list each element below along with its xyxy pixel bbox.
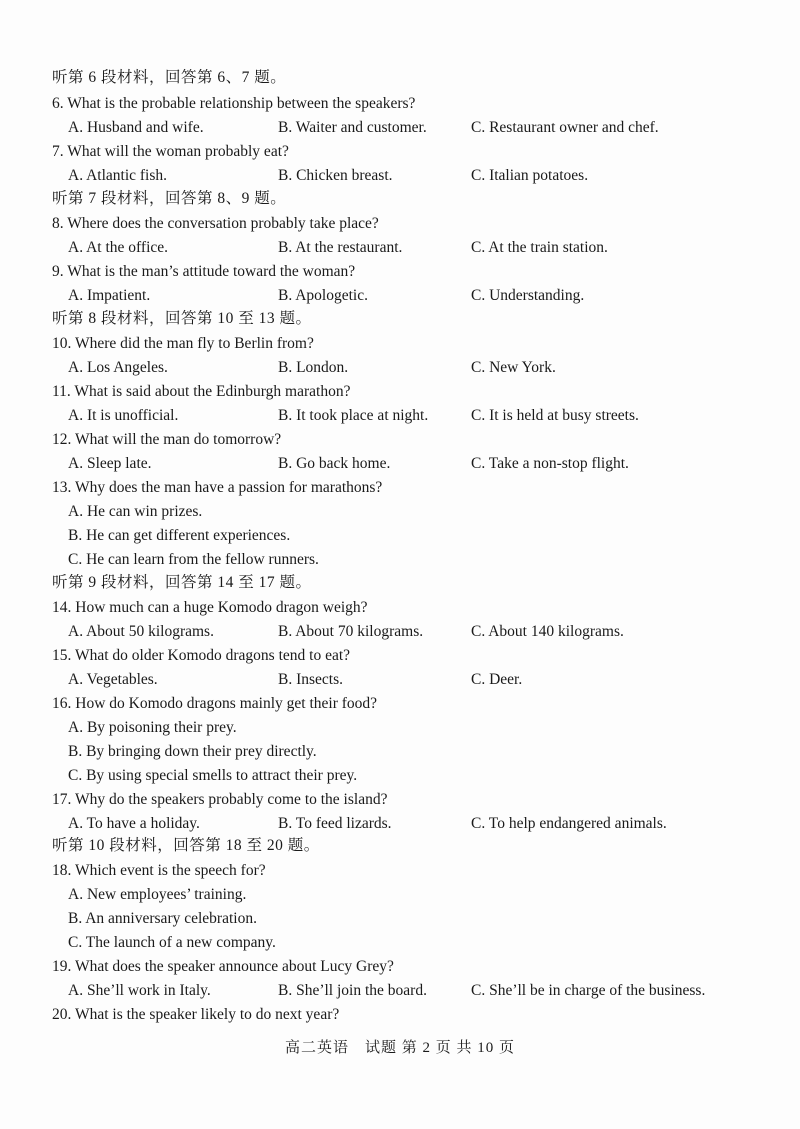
section-header: 听第 6 段材料，回答第 6、7 题。 — [52, 69, 287, 86]
question-stem: 20. What is the speaker likely to do next year? — [52, 1006, 340, 1023]
section-header: 听第 8 段材料，回答第 10 至 13 题。 — [52, 310, 312, 327]
option-b: B. By bringing down their prey directly. — [68, 743, 317, 760]
question-stem: 13. Why does the man have a passion for marathons? — [52, 479, 383, 496]
option-a: A. About 50 kilograms. — [68, 623, 214, 640]
option-b: B. Waiter and customer. — [278, 119, 427, 136]
option-c: C. The launch of a new company. — [68, 934, 276, 951]
option-b: B. To feed lizards. — [278, 815, 392, 832]
option-c: C. About 140 kilograms. — [471, 623, 624, 640]
section-header: 听第 9 段材料，回答第 14 至 17 题。 — [52, 574, 312, 591]
question-stem: 9. What is the man’s attitude toward the woman? — [52, 263, 356, 280]
option-a: A. She’ll work in Italy. — [68, 982, 211, 999]
option-b: B. It took place at night. — [278, 407, 429, 424]
option-c: C. It is held at busy streets. — [471, 407, 639, 424]
question-stem: 18. Which event is the speech for? — [52, 862, 266, 879]
option-b: B. Go back home. — [278, 455, 391, 472]
option-a: A. At the office. — [68, 239, 169, 256]
option-c: C. At the train station. — [471, 239, 608, 256]
option-b: B. Chicken breast. — [278, 167, 393, 184]
section-header: 听第 10 段材料，回答第 18 至 20 题。 — [52, 837, 320, 854]
option-a: A. Los Angeles. — [68, 359, 168, 376]
option-c: C. New York. — [471, 359, 556, 376]
question-stem: 8. Where does the conversation probably take place? — [52, 215, 379, 232]
option-c: C. Italian potatoes. — [471, 167, 589, 184]
option-b: B. Apologetic. — [278, 287, 368, 304]
question-stem: 10. Where did the man fly to Berlin from? — [52, 335, 314, 352]
question-stem: 12. What will the man do tomorrow? — [52, 431, 282, 448]
page-footer: 高二英语 试题 第 2 页 共 10 页 — [284, 1040, 515, 1056]
option-c: C. By using special smells to attract their prey. — [68, 767, 358, 784]
option-c: C. Restaurant owner and chef. — [471, 119, 659, 136]
option-b: B. About 70 kilograms. — [278, 623, 424, 640]
option-a: A. Sleep late. — [68, 455, 152, 472]
option-a: A. It is unofficial. — [68, 407, 179, 424]
option-a: A. Vegetables. — [68, 671, 158, 688]
question-stem: 7. What will the woman probably eat? — [52, 143, 289, 160]
option-b: B. She’ll join the board. — [278, 982, 427, 999]
question-stem: 19. What does the speaker announce about Lucy Grey? — [52, 958, 394, 975]
question-stem: 16. How do Komodo dragons mainly get their food? — [52, 695, 378, 712]
question-stem: 15. What do older Komodo dragons tend to eat? — [52, 647, 351, 664]
option-b: B. He can get different experiences. — [68, 527, 291, 544]
option-b: B. Insects. — [278, 671, 344, 688]
option-a: A. Impatient. — [68, 287, 151, 304]
option-c: C. Deer. — [471, 671, 523, 688]
option-c: C. He can learn from the fellow runners. — [68, 551, 319, 568]
option-c: C. To help endangered animals. — [471, 815, 667, 832]
option-b: B. At the restaurant. — [278, 239, 403, 256]
option-a: A. New employees’ training. — [68, 886, 247, 903]
option-c: C. She’ll be in charge of the business. — [471, 982, 706, 999]
option-a: A. Atlantic fish. — [68, 167, 168, 184]
option-c: C. Take a non-stop flight. — [471, 455, 629, 472]
question-stem: 11. What is said about the Edinburgh marathon? — [52, 383, 351, 400]
option-c: C. Understanding. — [471, 287, 585, 304]
question-stem: 14. How much can a huge Komodo dragon weigh? — [52, 599, 368, 616]
section-header: 听第 7 段材料，回答第 8、9 题。 — [52, 190, 287, 207]
option-a: A. To have a holiday. — [68, 815, 200, 832]
question-stem: 6. What is the probable relationship between the speakers? — [52, 95, 416, 112]
option-b: B. An anniversary celebration. — [68, 910, 257, 927]
option-a: A. By poisoning their prey. — [68, 719, 237, 736]
question-stem: 17. Why do the speakers probably come to the island? — [52, 791, 388, 808]
option-b: B. London. — [278, 359, 349, 376]
option-a: A. He can win prizes. — [68, 503, 203, 520]
option-a: A. Husband and wife. — [68, 119, 204, 136]
